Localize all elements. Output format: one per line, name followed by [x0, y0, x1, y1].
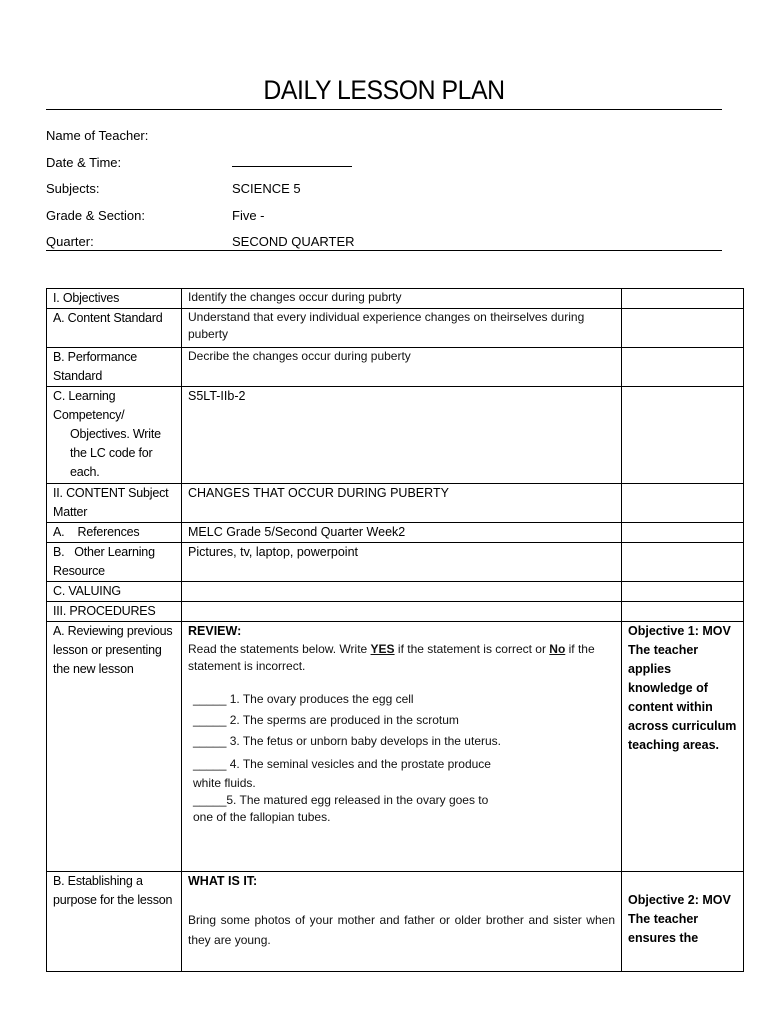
date-label: Date & Time: — [46, 155, 122, 170]
objectives-value: Identify the changes occur during pubrty — [182, 289, 622, 309]
review-item-5-cont: one of the fallopian tubes. — [193, 810, 331, 824]
competency-label-line-2: Objectives. Write the LC code for each. — [70, 427, 161, 479]
review-instruction-part-1: Read the statements below. Write — [188, 642, 371, 656]
valuing-value — [182, 582, 622, 602]
table-row — [47, 309, 744, 348]
performance-notes — [622, 348, 744, 387]
content-standard-value: Understand that every individual experience changes on theirselves during puberty — [182, 309, 622, 348]
references-value: MELC Grade 5/Second Quarter Week2 — [182, 523, 622, 543]
quarter-label: Quarter: — [46, 234, 94, 249]
title-divider — [46, 109, 722, 110]
review-label: A. Reviewing previous lesson or presenting the new lesson — [47, 622, 182, 872]
procedures-value — [182, 602, 622, 622]
content-notes — [622, 484, 744, 523]
table-row — [47, 387, 744, 484]
teacher-label: Name of Teacher: — [46, 128, 149, 143]
table-row — [47, 289, 744, 309]
valuing-notes — [622, 582, 744, 602]
review-item-4-cont: white fluids. — [193, 776, 256, 790]
purpose-label: B. Establishing a purpose for the lesson — [47, 872, 182, 972]
purpose-heading: WHAT IS IT: — [188, 874, 258, 888]
review-no: No — [549, 642, 566, 656]
header-divider — [46, 250, 722, 251]
review-instructions — [188, 641, 615, 675]
page-title: DAILY LESSON PLAN — [263, 75, 505, 105]
date-blank-line — [232, 166, 352, 167]
competency-value: S5LT-IIb-2 — [182, 387, 622, 484]
review-item-4: _____ 4. The seminal vesicles and the prostate produce — [193, 757, 491, 771]
review-mov: Objective 1: MOV The teacher applies knowledge of content within across curriculum teaching areas. — [622, 622, 744, 872]
table-row — [47, 602, 744, 622]
table-row — [47, 484, 744, 523]
review-item-2: _____ 2. The sperms are produced in the scrotum — [193, 713, 459, 727]
procedures-notes — [622, 602, 744, 622]
competency-label — [47, 387, 182, 484]
performance-value: Decribe the changes occur during puberty — [182, 348, 622, 387]
subjects-label: Subjects: — [46, 181, 100, 196]
table-row — [47, 348, 744, 387]
other-resources-notes — [622, 543, 744, 582]
references-notes — [622, 523, 744, 543]
performance-label: B. Performance Standard — [47, 348, 182, 387]
review-instruction-part-3: if the statement is incorrect. — [188, 642, 595, 673]
review-item-3: _____ 3. The fetus or unborn baby develops in the uterus. — [193, 734, 501, 748]
review-heading: REVIEW: — [188, 624, 242, 638]
content-label: II. CONTENT Subject Matter — [47, 484, 182, 523]
review-instruction-part-2: if the statement is correct or — [394, 642, 550, 656]
objectives-notes — [622, 289, 744, 309]
other-resources-value: Pictures, tv, laptop, powerpoint — [182, 543, 622, 582]
content-value: CHANGES THAT OCCUR DURING PUBERTY — [182, 484, 622, 523]
grade-value: Five - — [232, 208, 265, 223]
review-yes: YES — [370, 642, 395, 656]
review-item-1: _____ 1. The ovary produces the egg cell — [193, 692, 414, 706]
content-standard-notes — [622, 309, 744, 348]
competency-label-line-1: C. Learning Competency/ — [53, 389, 125, 422]
purpose-mov — [622, 872, 744, 972]
objectives-label: I. Objectives — [47, 289, 182, 309]
review-item-5: _____5. The matured egg released in the ovary goes to — [193, 793, 489, 807]
competency-notes — [622, 387, 744, 484]
review-content — [182, 622, 622, 872]
content-standard-label: A. Content Standard — [47, 309, 182, 348]
subjects-value: SCIENCE 5 — [232, 181, 301, 196]
references-label: A. References — [47, 523, 182, 543]
lesson-plan-table — [46, 288, 744, 972]
valuing-label: C. VALUING — [47, 582, 182, 602]
purpose-content — [182, 872, 622, 972]
procedures-label: III. PROCEDURES — [47, 602, 182, 622]
purpose-text: Bring some photos of your mother and father or older brother and sister when they are young. — [188, 913, 615, 947]
other-resources-label: B. Other Learning Resource — [47, 543, 182, 582]
table-row — [47, 543, 744, 582]
purpose-mov-text: Objective 2: MOV The teacher ensures the — [628, 893, 731, 945]
table-row — [47, 622, 744, 872]
table-row — [47, 872, 744, 972]
quarter-value: SECOND QUARTER — [232, 234, 355, 249]
grade-label: Grade & Section: — [46, 208, 145, 223]
table-row — [47, 523, 744, 543]
table-row — [47, 582, 744, 602]
